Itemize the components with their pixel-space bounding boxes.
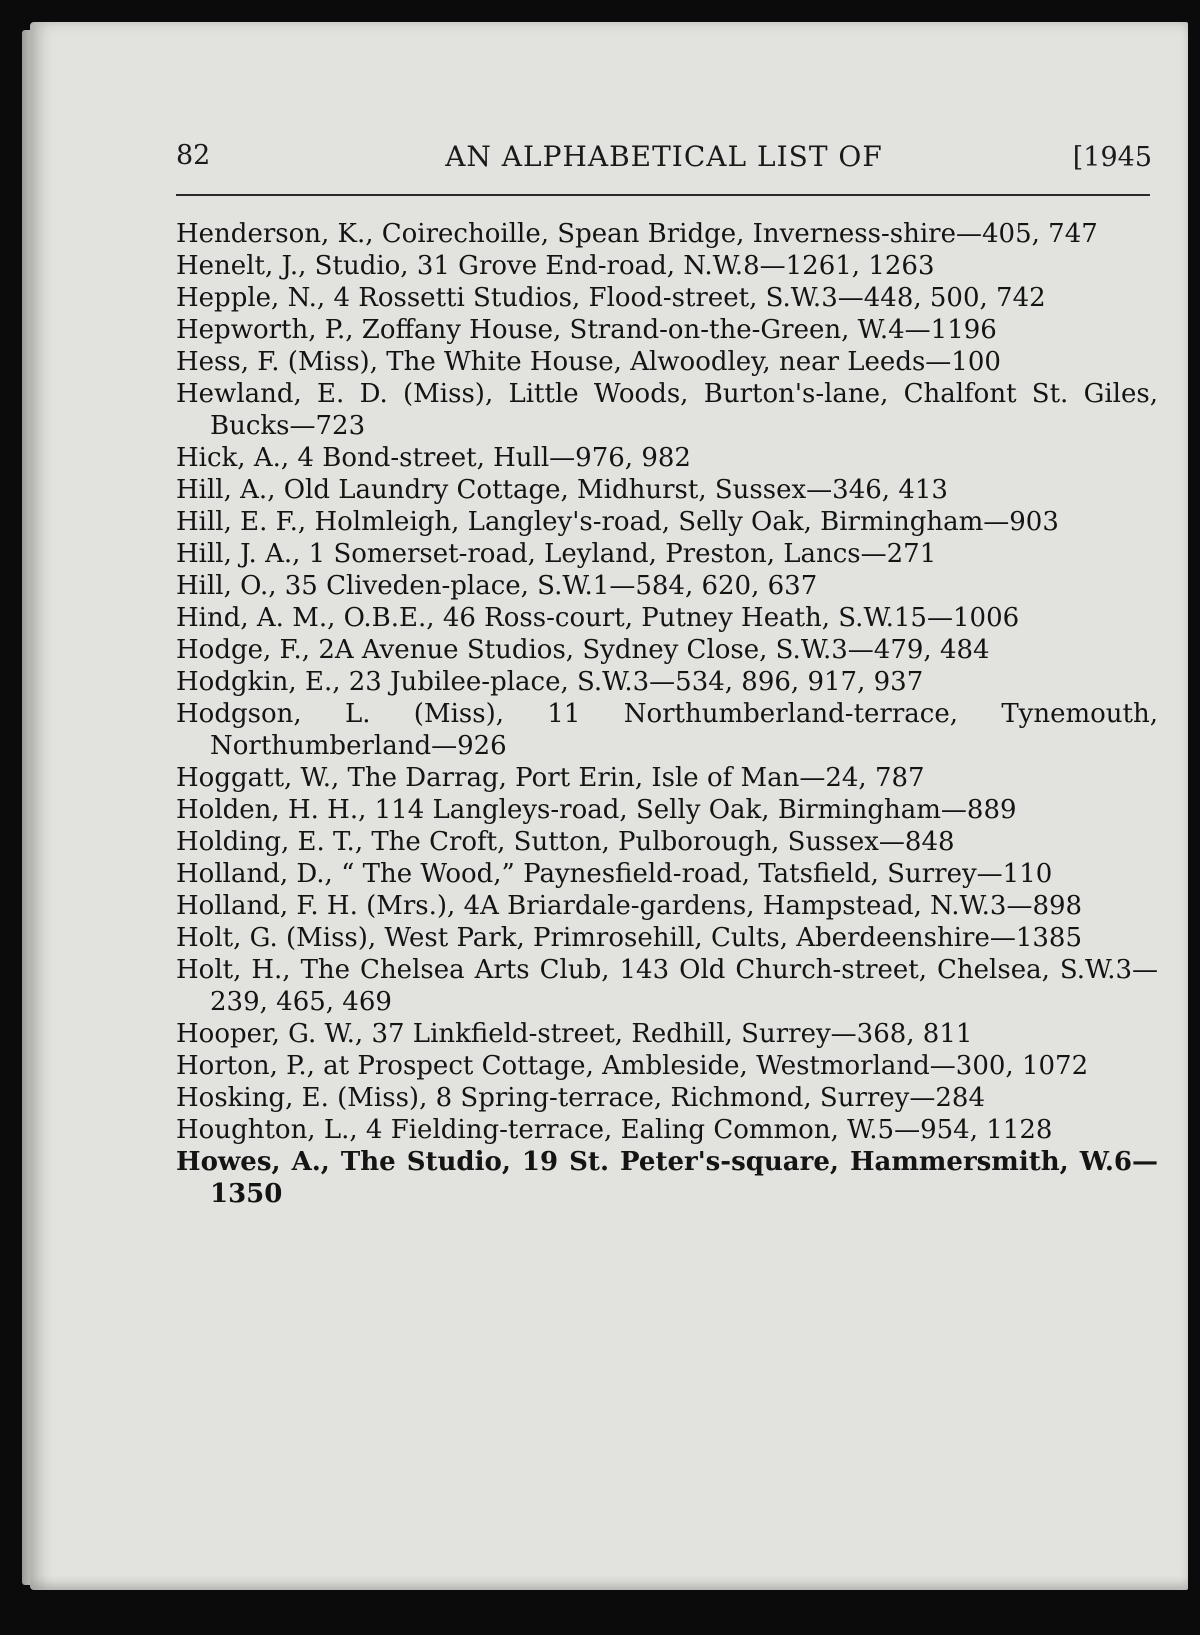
list-entry: Henelt, J., Studio, 31 Grove End-road, N.W.8—1261, 1263 (176, 251, 935, 281)
running-header (176, 140, 1152, 180)
list-entry: Hooper, G. W., 37 Linkfield-street, Redhill, Surrey—368, 811 (176, 1019, 973, 1049)
entry-list (176, 218, 1158, 1210)
list-entry: Henderson, K., Coirechoille, Spean Bridge, Inverness-shire—405, 747 (176, 219, 1098, 249)
list-entry: Hodgson, L. (Miss), 11 Northumberland-terrace, Tynemouth, Northumberland—926 (176, 699, 1158, 761)
list-entry: Hoggatt, W., The Darrag, Port Erin, Isle of Man—24, 787 (176, 763, 925, 793)
list-entry: Hepworth, P., Zoffany House, Strand-on-the-Green, W.4—1196 (176, 315, 997, 345)
list-entry: Holt, H., The Chelsea Arts Club, 143 Old Church-street, Chelsea, S.W.3—239, 465, 469 (176, 955, 1158, 1017)
list-entry: Horton, P., at Prospect Cottage, Ambleside, Westmorland—300, 1072 (176, 1051, 1089, 1081)
list-entry: Hewland, E. D. (Miss), Little Woods, Burton's-lane, Chalfont St. Giles, Bucks—723 (176, 379, 1158, 441)
list-entry: Hodgkin, E., 23 Jubilee-place, S.W.3—534, 896, 917, 937 (176, 667, 924, 697)
list-entry: Hepple, N., 4 Rossetti Studios, Flood-street, S.W.3—448, 500, 742 (176, 283, 1046, 313)
page-title: AN ALPHABETICAL LIST OF (445, 140, 883, 173)
list-entry: Hill, J. A., 1 Somerset-road, Leyland, Preston, Lancs—271 (176, 539, 937, 569)
list-entry: Hess, F. (Miss), The White House, Alwoodley, near Leeds—100 (176, 347, 1001, 377)
list-entry: Hick, A., 4 Bond-street, Hull—976, 982 (176, 443, 691, 473)
list-entry: Hill, E. F., Holmleigh, Langley's-road, Selly Oak, Birmingham—903 (176, 507, 1059, 537)
list-entry: Holland, F. H. (Mrs.), 4A Briardale-gardens, Hampstead, N.W.3—898 (176, 891, 1083, 921)
list-entry: Hind, A. M., O.B.E., 46 Ross-court, Putney Heath, S.W.15—1006 (176, 603, 1020, 633)
header-rule (176, 194, 1150, 196)
list-entry: Hodge, F., 2A Avenue Studios, Sydney Close, S.W.3—479, 484 (176, 635, 990, 665)
list-entry: Holland, D., “ The Wood,” Paynesfield-road, Tatsfield, Surrey—110 (176, 859, 1053, 889)
list-entry: Holden, H. H., 114 Langleys-road, Selly Oak, Birmingham—889 (176, 795, 1017, 825)
year-label: [1945 (1072, 142, 1152, 173)
list-entry: Hill, A., Old Laundry Cottage, Midhurst, Sussex—346, 413 (176, 475, 948, 505)
list-entry: Houghton, L., 4 Fielding-terrace, Ealing Common, W.5—954, 1128 (176, 1115, 1053, 1145)
list-entry: Holt, G. (Miss), West Park, Primrosehill, Cults, Aberdeenshire—1385 (176, 923, 1083, 953)
list-entry: Hosking, E. (Miss), 8 Spring-terrace, Richmond, Surrey—284 (176, 1083, 985, 1113)
list-entry: Holding, E. T., The Croft, Sutton, Pulborough, Sussex—848 (176, 827, 955, 857)
page-number: 82 (176, 140, 211, 171)
list-entry: Hill, O., 35 Cliveden-place, S.W.1—584, 620, 637 (176, 571, 818, 601)
list-entry: Howes, A., The Studio, 19 St. Peter's-square, Hammersmith, W.6—1350 (176, 1147, 1158, 1209)
